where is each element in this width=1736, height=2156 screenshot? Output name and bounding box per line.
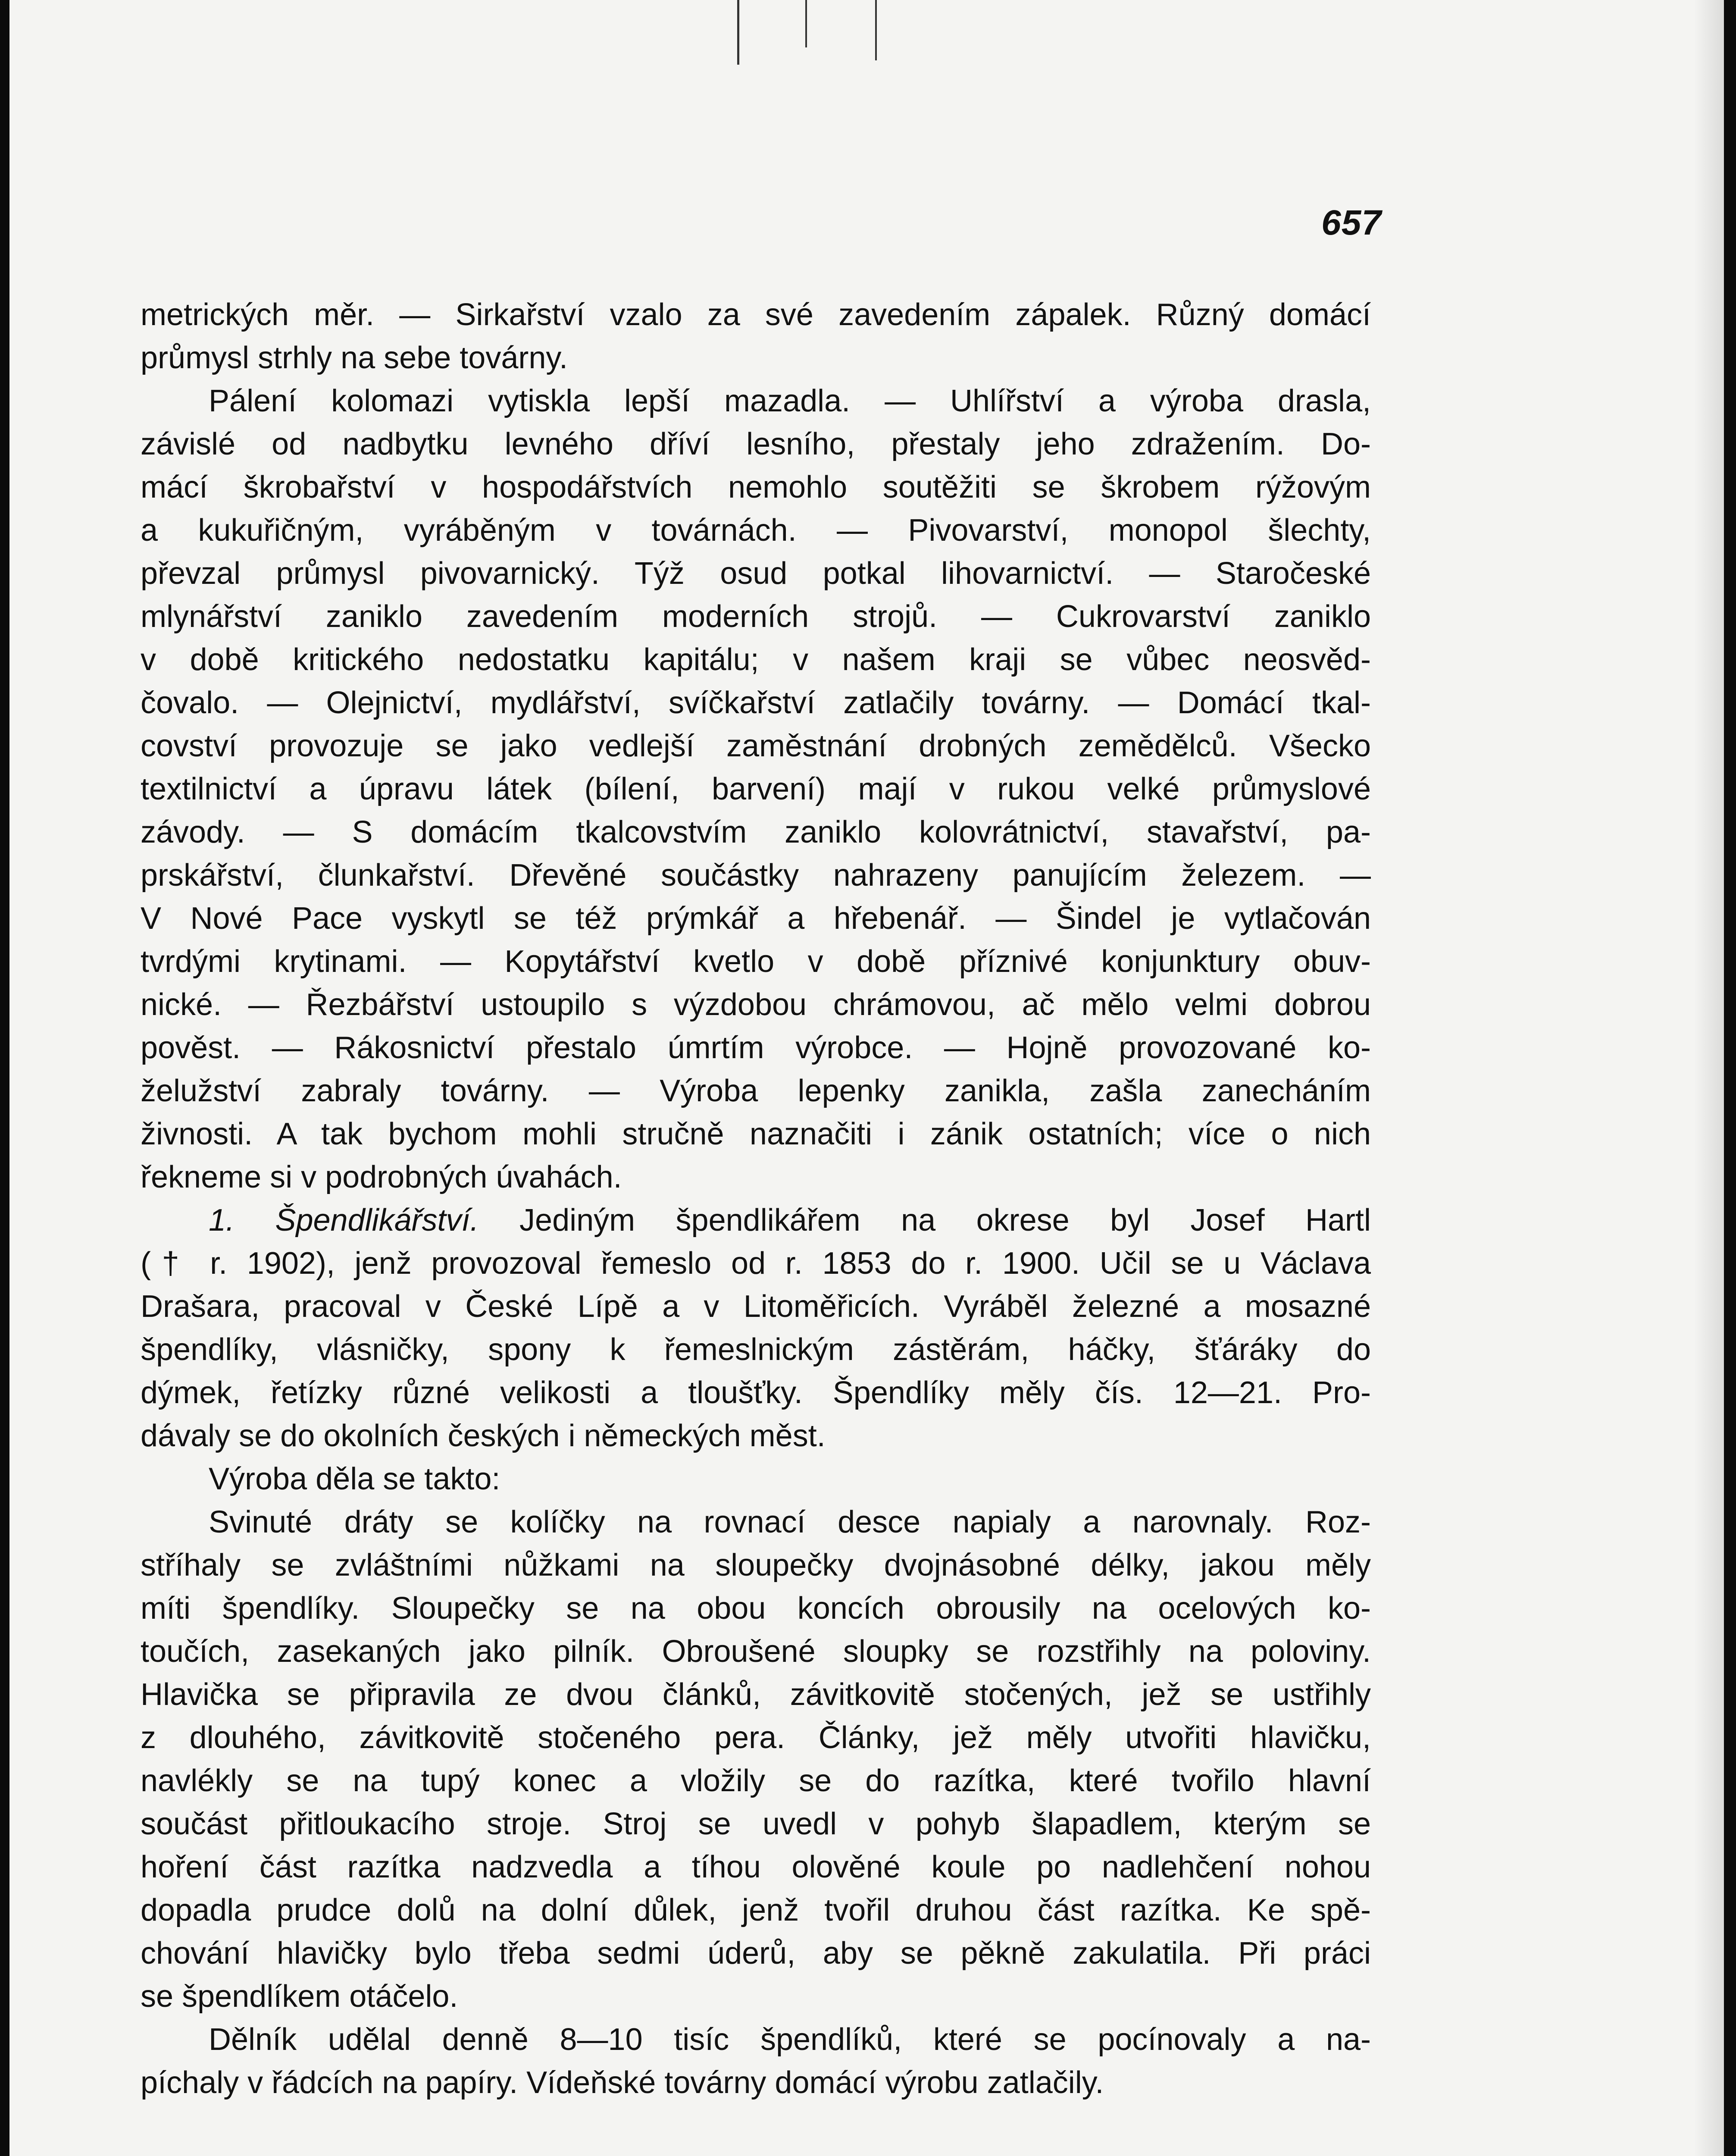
text-line: dávaly se do okolních českých i německých měst. <box>141 1419 826 1453</box>
text-line: čovalo. — Olejnictví, mydlářství, svíčkařství zatlačily továrny. — Domácí tkal- <box>141 686 1371 720</box>
text-line: metrických měr. — Sirkařství vzalo za své zavedením zápalek. Různý domácí <box>141 298 1371 332</box>
scan-shadow-right <box>1694 0 1724 2156</box>
text-line: navlékly se na tupý konec a vložily se do razítka, které tvořilo hlavní <box>141 1764 1371 1798</box>
text-line: míti špendlíky. Sloupečky se na obou koncích obrousily na ocelových ko- <box>141 1591 1371 1626</box>
text-line: a kukuřičným, vyráběným v továrnách. — Pivovarství, monopol šlechty, <box>141 513 1371 548</box>
text-line: Drašara, pracoval v České Lípě a v Litoměřicích. Vyráběl železné a mosazné <box>141 1289 1371 1324</box>
scan-border-right <box>1724 0 1736 2156</box>
text-line: závislé od nadbytku levného dříví lesního, přestaly jeho zdražením. Do- <box>141 427 1371 461</box>
text-line: covství provozuje se jako vedlejší zaměstnání drobných zemědělců. Všecko <box>141 729 1371 763</box>
text-line: hoření část razítka nadzvedla a tíhou olověné koule po nadlehčení nohou <box>141 1850 1371 1884</box>
text-line: mácí škrobařství v hospodářstvích nemohlo soutěžiti se škrobem rýžovým <box>141 470 1371 505</box>
binding-mark <box>875 0 877 60</box>
text-line: dýmek, řetízky různé velikosti a tloušťky. Špendlíky měly čís. 12—21. Pro- <box>141 1376 1371 1410</box>
text-line: pověst. — Rákosnictví přestalo úmrtím výrobce. — Hojně provozované ko- <box>141 1031 1371 1065</box>
text-line: prskářství, člunkařství. Dřevěné součástky nahrazeny panujícím železem. — <box>141 858 1371 893</box>
text-line: Výroba děla se takto: <box>209 1462 500 1496</box>
text-line: († r. 1902), jenž provozoval řemeslo od r. 1853 do r. 1900. Učil se u Václava <box>141 1246 1371 1281</box>
text-line: nické. — Řezbářství ustoupilo s výzdobou chrámovou, ač mělo velmi dobrou <box>141 987 1371 1022</box>
text-line: toučích, zasekaných jako pilník. Obroušené sloupky se rozstřihly na poloviny. <box>141 1634 1371 1669</box>
body-text <box>141 293 1371 2104</box>
scan-border-left <box>0 0 9 2156</box>
binding-mark <box>737 0 739 65</box>
text-line: V Nové Pace vyskytl se též prýmkář a hřebenář. — Šindel je vytlačován <box>141 901 1371 936</box>
text-line: špendlíky, vlásničky, spony k řemeslnickým zástěrám, háčky, šťáráky do <box>141 1332 1371 1367</box>
text-line: v době kritického nedostatku kapitálu; v našem kraji se vůbec neosvěd- <box>141 642 1371 677</box>
text-line: z dlouhého, závitkovitě stočeného pera. Články, jež měly utvořiti hlavičku, <box>141 1720 1371 1755</box>
text-line: Svinuté dráty se kolíčky na rovnací desce napialy a narovnaly. Roz- <box>209 1505 1371 1539</box>
text-line: převzal průmysl pivovarnický. Týž osud potkal lihovarnictví. — Staročeské <box>141 556 1371 591</box>
text-line: stříhaly se zvláštními nůžkami na sloupečky dvojnásobné délky, jakou měly <box>141 1548 1371 1583</box>
text-line: mlynářství zaniklo zavedením moderních strojů. — Cukrovarství zaniklo <box>141 599 1371 634</box>
text-line: Hlavička se připravila ze dvou článků, závitkovitě stočených, jež se ustřihly <box>141 1677 1371 1712</box>
page-number: 657 <box>1321 203 1382 242</box>
text-line: Dělník udělal denně 8—10 tisíc špendlíků, které se pocínovaly a na- <box>209 2022 1371 2057</box>
text-line: tvrdými krytinami. — Kopytářství kvetlo v době příznivé konjunktury obuv- <box>141 944 1371 979</box>
text-line: Jediným špendlikářem na okrese byl Josef Hartl <box>519 1203 1371 1238</box>
text-line: řekneme si v podrobných úvahách. <box>141 1160 622 1194</box>
text-line: živnosti. A tak bychom mohli stručně naznačiti i zánik ostatních; více o nich <box>141 1117 1371 1151</box>
text-line: Pálení kolomazi vytiskla lepší mazadla. — Uhlířství a výroba drasla, <box>209 384 1371 418</box>
section-heading: 1. Špendlikářství. <box>209 1203 479 1238</box>
binding-mark <box>805 0 807 47</box>
text-line: dopadla prudce dolů na dolní důlek, jenž tvořil druhou část razítka. Ke spě- <box>141 1893 1371 1927</box>
text-line: průmysl strhly na sebe továrny. <box>141 341 568 375</box>
text-line: se špendlíkem otáčelo. <box>141 1979 458 2014</box>
text-line: závody. — S domácím tkalcovstvím zaniklo kolovrátnictví, stavařství, pa- <box>141 815 1371 849</box>
text-line: textilnictví a úpravu látek (bílení, barvení) mají v rukou velké průmyslové <box>141 772 1371 806</box>
section-first-line <box>141 1199 1371 1242</box>
text-line: součást přitloukacího stroje. Stroj se uvedl v pohyb šlapadlem, kterým se <box>141 1807 1371 1841</box>
text-line: želužství zabraly továrny. — Výroba lepenky zanikla, zašla zanecháním <box>141 1074 1371 1108</box>
text-line: píchaly v řádcích na papíry. Vídeňské továrny domácí výrobu zatlačily. <box>141 2065 1104 2100</box>
text-line: chování hlavičky bylo třeba sedmi úderů, aby se pěkně zakulatila. Při práci <box>141 1936 1371 1971</box>
